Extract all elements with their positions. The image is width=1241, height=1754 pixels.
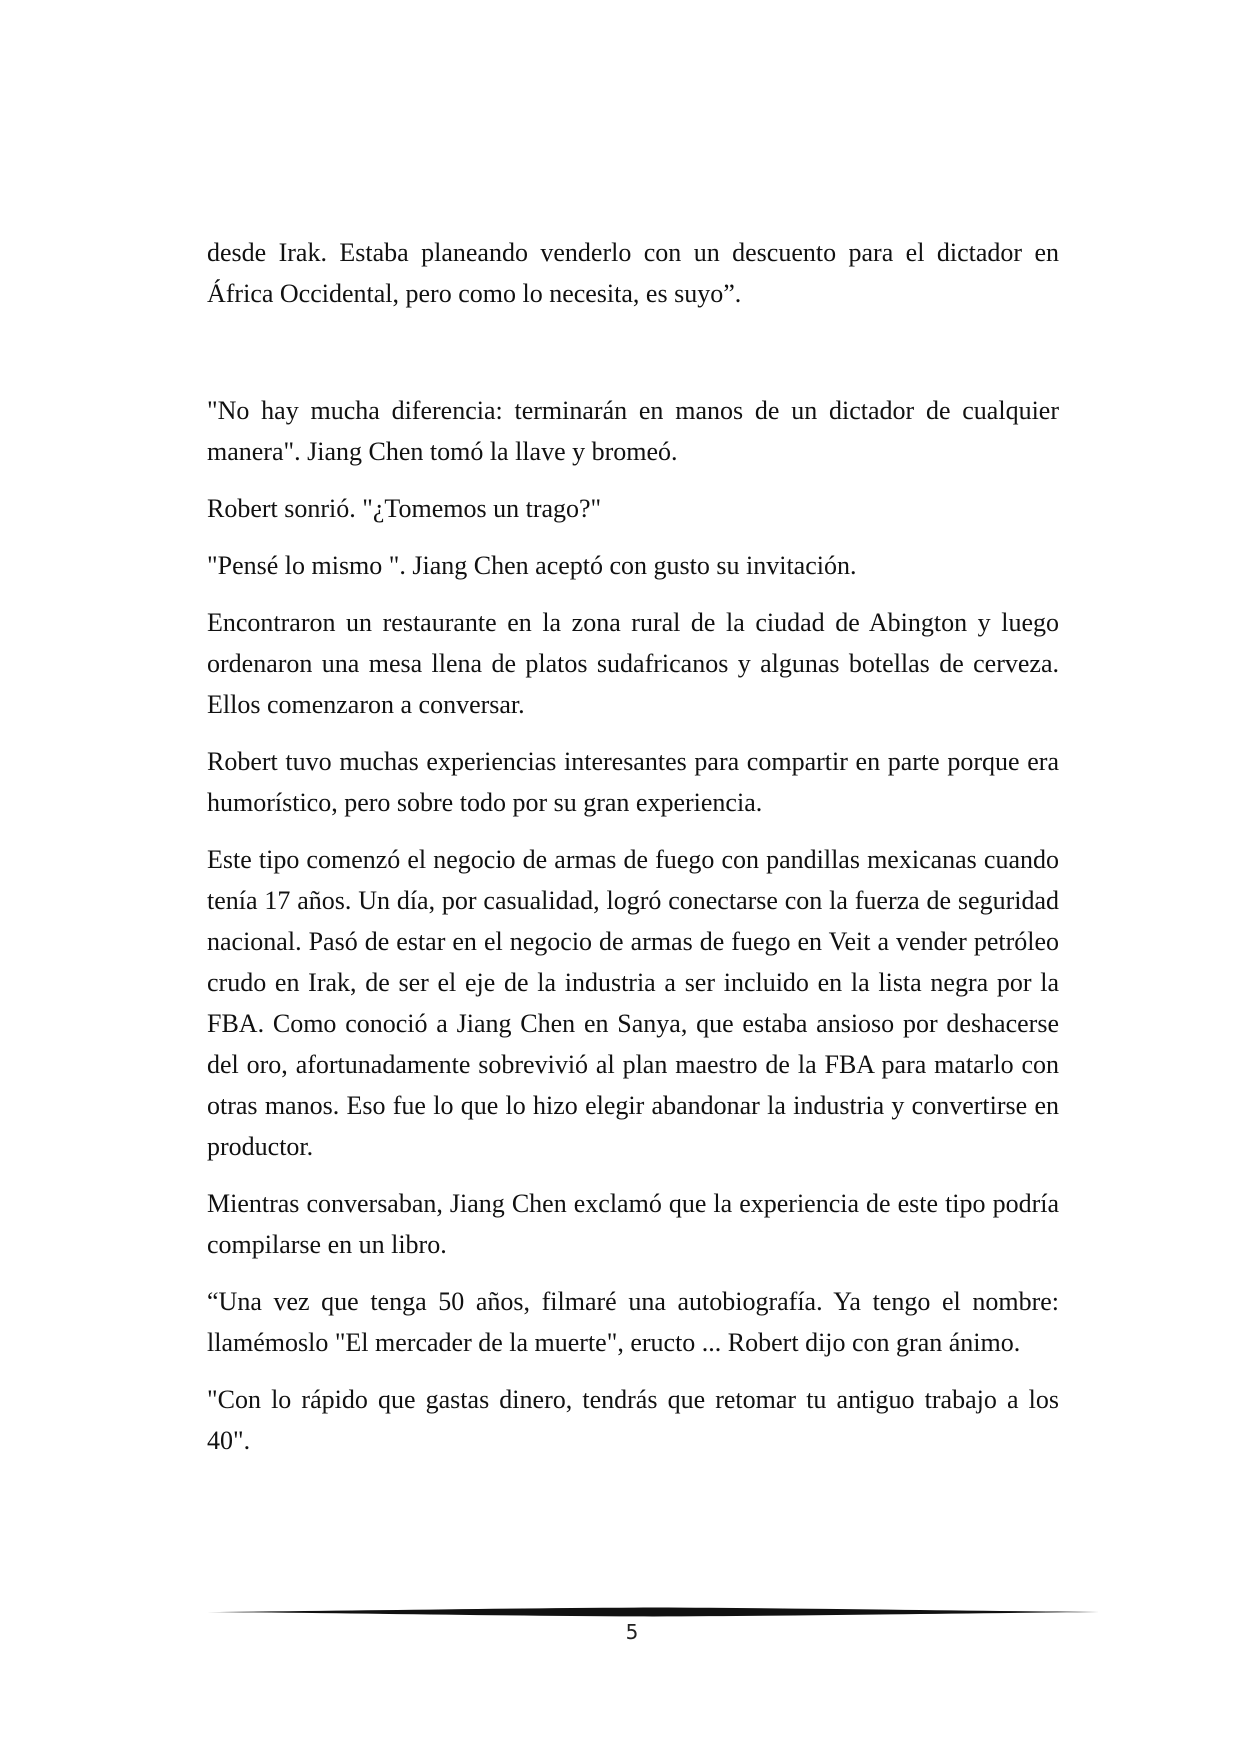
- paragraph: “Una vez que tenga 50 años, filmaré una autobiografía. Ya tengo el nombre: llamémoslo "El mercader de la muerte", eructo ... Robert dijo con gran ánimo.: [207, 1287, 1059, 1357]
- paragraph: Robert sonrió. "¿Tomemos un trago?": [207, 494, 602, 523]
- page-number: 5: [625, 1620, 639, 1644]
- footer-divider: [207, 1605, 1099, 1619]
- paragraph: desde Irak. Estaba planeando venderlo con un descuento para el dictador en África Occidental, pero como lo necesita, es suyo”.: [207, 238, 1059, 308]
- paragraph: "No hay mucha diferencia: terminarán en manos de un dictador de cualquier manera". Jiang Chen tomó la llave y bromeó.: [207, 396, 1059, 466]
- paragraph: Encontraron un restaurante en la zona rural de la ciudad de Abington y luego ordenaron una mesa llena de platos sudafricanos y algunas botellas de cerveza. Ellos comenzaron a conversar.: [207, 608, 1059, 719]
- paragraph: Este tipo comenzó el negocio de armas de fuego con pandillas mexicanas cuando tenía 17 años. Un día, por casualidad, logró conectarse con la fuerza de seguridad nacional. Pasó de estar en el negocio de armas de fuego en Veit a vender petróleo crudo en Irak, de ser el eje de la industria a ser incluido en la lista negra por la FBA. Como conoció a Jiang Chen en Sanya, que estaba ansioso por deshacerse del oro, afortunadamente sobrevivió al plan maestro de la FBA para matarlo con otras manos. Eso fue lo que lo hizo elegir abandonar la industria y convertirse en productor.: [207, 845, 1059, 1161]
- paragraph: "Con lo rápido que gastas dinero, tendrás que retomar tu antiguo trabajo a los 40".: [207, 1385, 1059, 1455]
- page-body: [207, 232, 1059, 1477]
- paragraph: "Pensé lo mismo ". Jiang Chen aceptó con gusto su invitación.: [207, 551, 857, 580]
- paragraph: Mientras conversaban, Jiang Chen exclamó que la experiencia de este tipo podría compilarse en un libro.: [207, 1189, 1059, 1259]
- paragraph: Robert tuvo muchas experiencias interesantes para compartir en parte porque era humorístico, pero sobre todo por su gran experiencia.: [207, 747, 1059, 817]
